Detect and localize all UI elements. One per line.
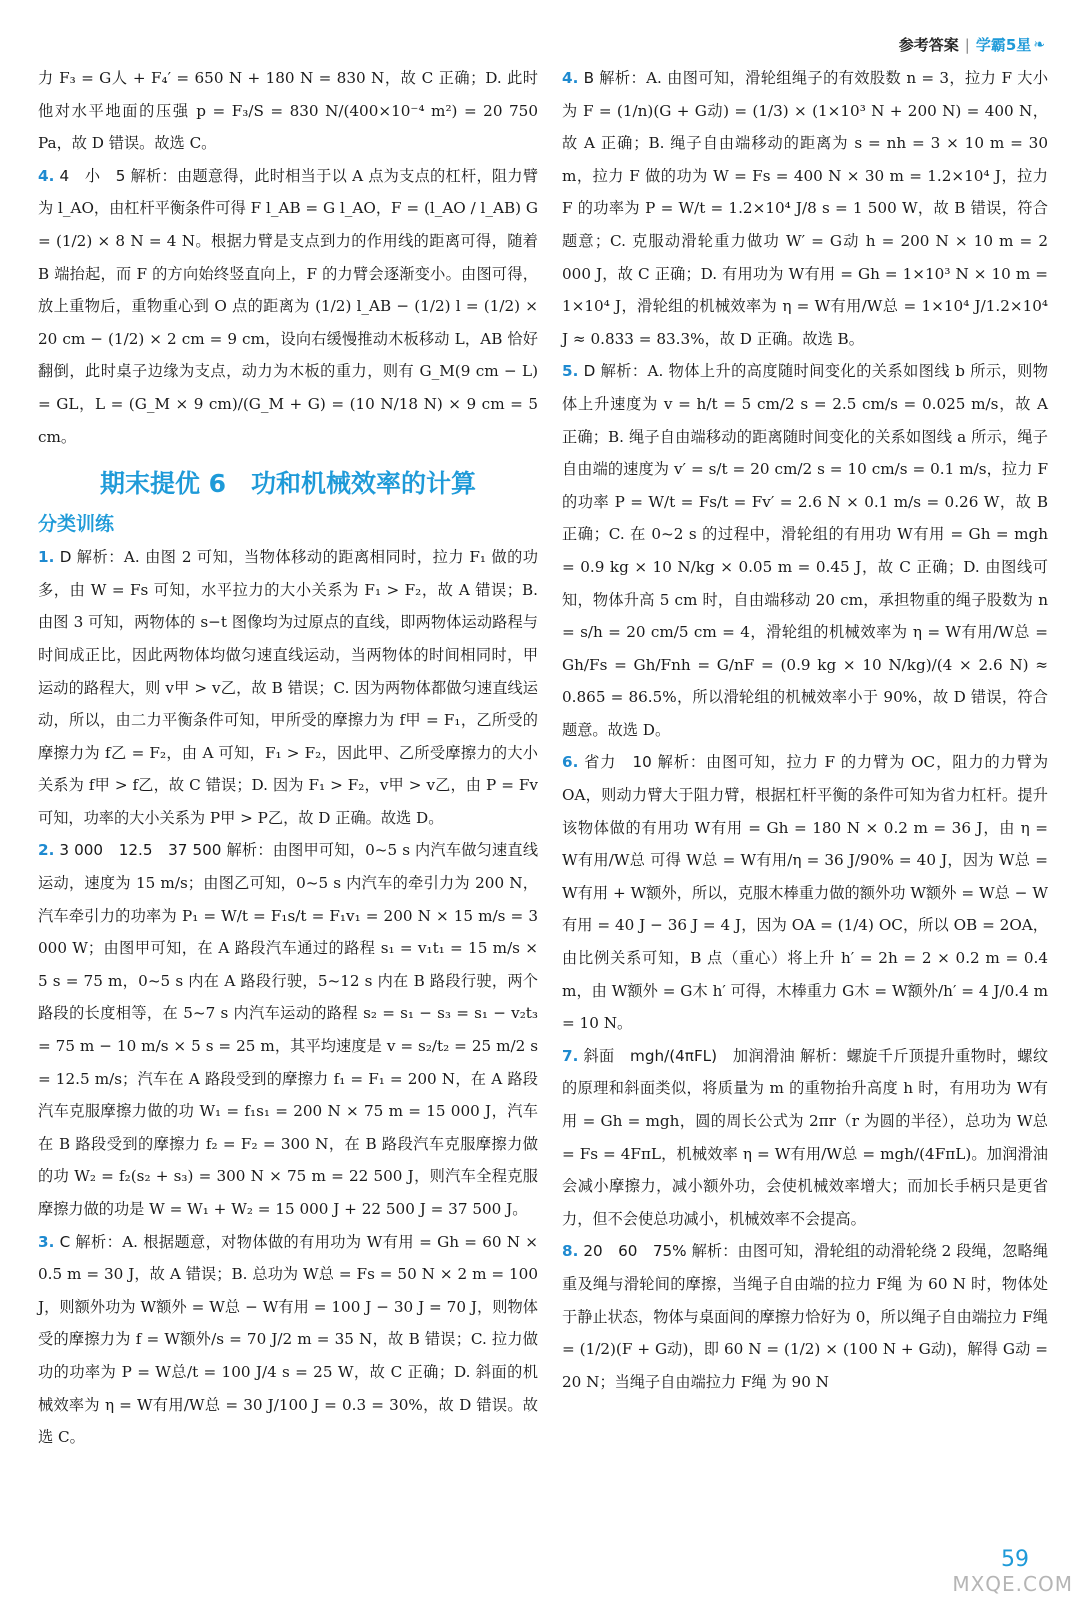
answer-explanation: 解析：A. 由图 2 可知，当物体移动的距离相同时，拉力 F₁ 做的功多，由 W = Fs 可知，水平拉力的大小关系为 F₁ > F₂，故 A 错误；B. 由图 3 可知，两物体的 s−t 图像均为过原点的直线，即两物体运动路程与时间成正比，因此两物体均做匀速直线运动，当两物体的时间相同时，甲运动的路程大，则 v甲 > v乙，故 B 错误；C. 因为两物体都做匀速直线运动，所以，由二力平衡条件可知，甲所受的摩擦力为 f甲 = F₁，乙所受的摩擦力为 f乙 = F₂，由 A 可知，F₁ > F₂，因此甲、乙所受摩擦力的大小关系为 f甲 > f乙，故 C 错误；D. 因为 F₁ > F₂，v甲 > v乙，由 P = Fv 可知，功率的大小关系为 P甲 > P乙，故 D 正确。故选 D。 xyxy=(38,548,538,827)
leaf-icon: ❧ xyxy=(1033,36,1045,53)
question-number: 1. xyxy=(38,548,55,567)
answer-explanation: 解析：由题意得，此时相当于以 A 点为支点的杠杆，阻力臂为 l_AO，由杠杆平衡条件可得 F l_AB = G l_AO，F = (l_AO / l_AB) G = (1/2) × 8 N = 4 N。根据力臂是支点到力的作用线的距离可得，随着 B 端抬起，而 F 的方向始终竖直向上，F 的力臂会逐渐变小。由图可得，放上重物后，重物重心到 O 点的距离为 (1/2) l_AB − (1/2) l = (1/2) × 20 cm − (1/2) × 2 cm = 9 cm，设向右缓慢推动木板移动 L，AB 恰好翻倒，此时桌子边缘为支点，动力为木板的重力，则有 G_M(9 cm − L) = GL，L = (G_M × 9 cm)/(G_M + G) = (10 N/18 N) × 9 cm = 5 cm。 xyxy=(38,166,539,446)
answer-explanation: 解析：A. 由图可知，滑轮组绳子的有效股数 n = 3，拉力 F 大小为 F = (1/n)(G + G动) = (1/3) × (1×10³ N + 200 N) = 400 N，故 A 正确；B. 绳子自由端移动的距离为 s = nh = 3 × 10 m = 30 m，拉力 F 做的功为 W = Fs = 400 N × 30 m = 1.2×10⁴ J，拉力 F 的功率为 P = W/t = 1.2×10⁴ J/8 s = 1 500 W，故 B 错误，符合题意；C. 克服动滑轮重力做功 W′ = G动 h = 200 N × 10 m = 2 000 J，故 C 正确；D. 有用功为 W有用 = Gh = 1×10³ N × 10 m = 1×10⁴ J，滑轮组的机械效率为 η = W有用/W总 = 1×10⁴ J/1.2×10⁴ J ≈ 0.833 = 83.3%，故 D 正确。故选 B。 xyxy=(562,69,1049,348)
answer-explanation: 解析：螺旋千斤顶提升重物时，螺纹的原理和斜面类似，将质量为 m 的重物抬升高度 h 时，有用功为 W有用 = Gh = mgh，圆的周长公式为 2πr（r 为圆的半径），总功为 W总 = Fs = 4FπL，机械效率 η = W有用/W总 = mgh/(4FπL)。加润滑油会减小摩擦力，减小额外功，会使机械效率增大；而加长手柄只是更省力，但不会使总功减小，机械效率不会提高。 xyxy=(562,1046,1049,1228)
header-brand xyxy=(899,34,1045,55)
answer-item-2 xyxy=(38,834,538,1225)
answer-explanation: 解析：由图甲可知，0~5 s 内汽车做匀速直线运动，速度为 15 m/s；由图乙可知，0~5 s 内汽车的牵引力为 200 N，汽车牵引力的功率为 P₁ = W/t = F₁s/t = F₁v₁ = 200 N × 15 m/s = 3 000 W；由图甲可知，在 A 路段汽车通过的路程 s₁ = v₁t₁ = 15 m/s × 5 s = 75 m，0~5 s 内在 A 路段行驶，5~12 s 内在 B 路段行驶，两个路段的长度相等，在 5~7 s 内汽车运动的路程 s₂ = s₁ − s₃ = s₁ − v₂t₃ = 75 m − 10 m/s × 5 s = 25 m，其平均速度是 v = s₂/t₂ = 25 m/2 s = 12.5 m/s；汽车在 A 路段受到的摩擦力 f₁ = F₁ = 200 N，在 A 路段汽车克服摩擦力做的功 W₁ = f₁s₁ = 200 N × 75 m = 15 000 J，汽车在 B 路段受到的摩擦力 f₂ = F₂ = 300 N，在 B 路段汽车克服摩擦力做的功 W₂ = f₂(s₂ + s₃) = 300 N × 75 m = 22 500 J，则汽车全程克服摩擦力做的功是 W = W₁ + W₂ = 15 000 J + 22 500 J = 37 500 J。 xyxy=(38,841,539,1218)
header-brand-name: 学霸5星 xyxy=(975,36,1032,54)
question-number: 5. xyxy=(562,362,579,381)
answer-item-6 xyxy=(562,746,1048,1039)
question-number: 8. xyxy=(562,1242,579,1261)
question-number: 4. xyxy=(562,69,579,87)
answer-item-1 xyxy=(38,541,538,834)
answer-value: D xyxy=(583,362,596,381)
answer-value: 20 60 75% xyxy=(583,1242,687,1261)
answer-value: 斜面 mgh/(4πFL) 加润滑油 xyxy=(583,1046,795,1065)
answer-item-4-b xyxy=(562,62,1048,355)
answer-value: 4 小 5 xyxy=(59,166,126,185)
subsection-title: 分类训练 xyxy=(38,513,115,536)
answer-value: 省力 10 xyxy=(584,753,652,772)
header-separator: | xyxy=(964,35,970,54)
answer-value: 3 000 12.5 37 500 xyxy=(59,841,222,860)
left-column xyxy=(38,62,538,1454)
answer-item-7 xyxy=(562,1040,1048,1236)
question-number: 7. xyxy=(562,1046,579,1065)
answer-explanation: 解析：A. 根据题意，对物体做的有用功为 W有用 = Gh = 60 N × 0.5 m = 30 J，故 A 错误；B. 总功为 W总 = Fs = 50 N × 2 m = 100 J，则额外功为 W额外 = W总 − W有用 = 100 J − 30 J = 70 J，则物体受的摩擦力为 f = W额外/s = 70 J/2 m = 35 N，故 B 错误；C. 拉力做功的功率为 P = W总/t = 100 J/4 s = 25 W，故 C 正确；D. 斜面的机械效率为 η = W有用/W总 = 30 J/100 J = 0.3 = 30%，故 D 错误。故选 C。 xyxy=(38,1232,539,1447)
answer-explanation: 解析：由图可知，滑轮组的动滑轮绕 2 段绳，忽略绳重及绳与滑轮间的摩擦，当绳子自由端的拉力 F绳 为 60 N 时，物体处于静止状态，物体与桌面间的摩擦力恰好为 0，所以绳子自由端拉力 F绳 = (1/2)(F + G动)，即 60 N = (1/2) × (100 N + G动)，解得 G动 = 20 N；当绳子自由端拉力 F绳 为 90 N xyxy=(562,1242,1049,1391)
answer-value: B xyxy=(583,69,595,87)
watermark: MXQE.COM xyxy=(952,1572,1073,1596)
answer-item-5 xyxy=(562,355,1048,746)
right-column xyxy=(562,62,1048,1398)
question-number: 4. xyxy=(38,166,55,185)
answer-item-4 xyxy=(38,160,538,453)
continuation-paragraph: 力 F₃ = G人 + F₄′ = 650 N + 180 N = 830 N，故 C 正确；D. 此时他对水平地面的压强 p = F₃/S = 830 N/(400×10⁻⁴ m²) = 20 750 Pa，故 D 错误。故选 C。 xyxy=(38,69,538,153)
question-number: 6. xyxy=(562,753,579,772)
answer-value: D xyxy=(59,548,72,567)
question-number: 3. xyxy=(38,1232,55,1251)
header-ref-label: 参考答案 xyxy=(898,36,959,54)
answer-explanation: 解析：由图可知，拉力 F 的力臂为 OC，阻力的力臂为 OA，则动力臂大于阻力臂，根据杠杆平衡的条件可知为省力杠杆。提升该物体做的有用功 W有用 = Gh = 180 N × 0.2 m = 36 J，由 η = W有用/W总 可得 W总 = W有用/η = 36 J/90% = 40 J，因为 W总 = W有用 + W额外，所以，克服木棒重力做的额外功 W额外 = W总 − W有用 = 40 J − 36 J = 4 J，因为 OA = (1/4) OC，所以 OB = 2OA，由比例关系可知，B 点（重心）将上升 h′ = 2h = 2 × 0.2 m = 0.4 m，由 W额外 = G木 h′ 可得，木棒重力 G木 = W额外/h′ = 4 J/0.4 m = 10 N。 xyxy=(562,753,1049,1033)
question-number: 2. xyxy=(38,841,55,860)
answer-item-8 xyxy=(562,1235,1048,1398)
answer-explanation: 解析：A. 物体上升的高度随时间变化的关系如图线 b 所示，则物体上升速度为 v = h/t = 5 cm/2 s = 2.5 cm/s = 0.025 m/s，故 A 正确；B. 绳子自由端移动的距离随时间变化的关系如图线 a 所示，绳子自由端的速度为 v′ = s/t = 20 cm/2 s = 10 cm/s = 0.1 m/s，拉力 F 的功率 P = W/t = Fs/t = Fv′ = 2.6 N × 0.1 m/s = 0.26 W，故 B 正确；C. 在 0~2 s 的过程中，滑轮组的有用功 W有用 = Gh = mgh = 0.9 kg × 10 N/kg × 0.05 m = 0.45 J，故 C 正确；D. 由图线可知，物体升高 5 cm 时，自由端移动 20 cm，承担物重的绳子股数为 n = s/h = 20 cm/5 cm = 4，滑轮组的机械效率为 η = W有用/W总 = Gh/Fs = Gh/Fnh = G/nF = (0.9 kg × 10 N/kg)/(4 × 2.6 N) ≈ 0.865 = 86.5%，所以滑轮组的机械效率小于 90%，故 D 错误，符合题意。故选 D。 xyxy=(562,362,1048,739)
answer-value: C xyxy=(59,1232,71,1251)
page-number: 59 xyxy=(1001,1547,1029,1572)
section-title: 期末提优 6 功和机械效率的计算 xyxy=(99,469,477,499)
answer-item-3 xyxy=(38,1226,538,1454)
